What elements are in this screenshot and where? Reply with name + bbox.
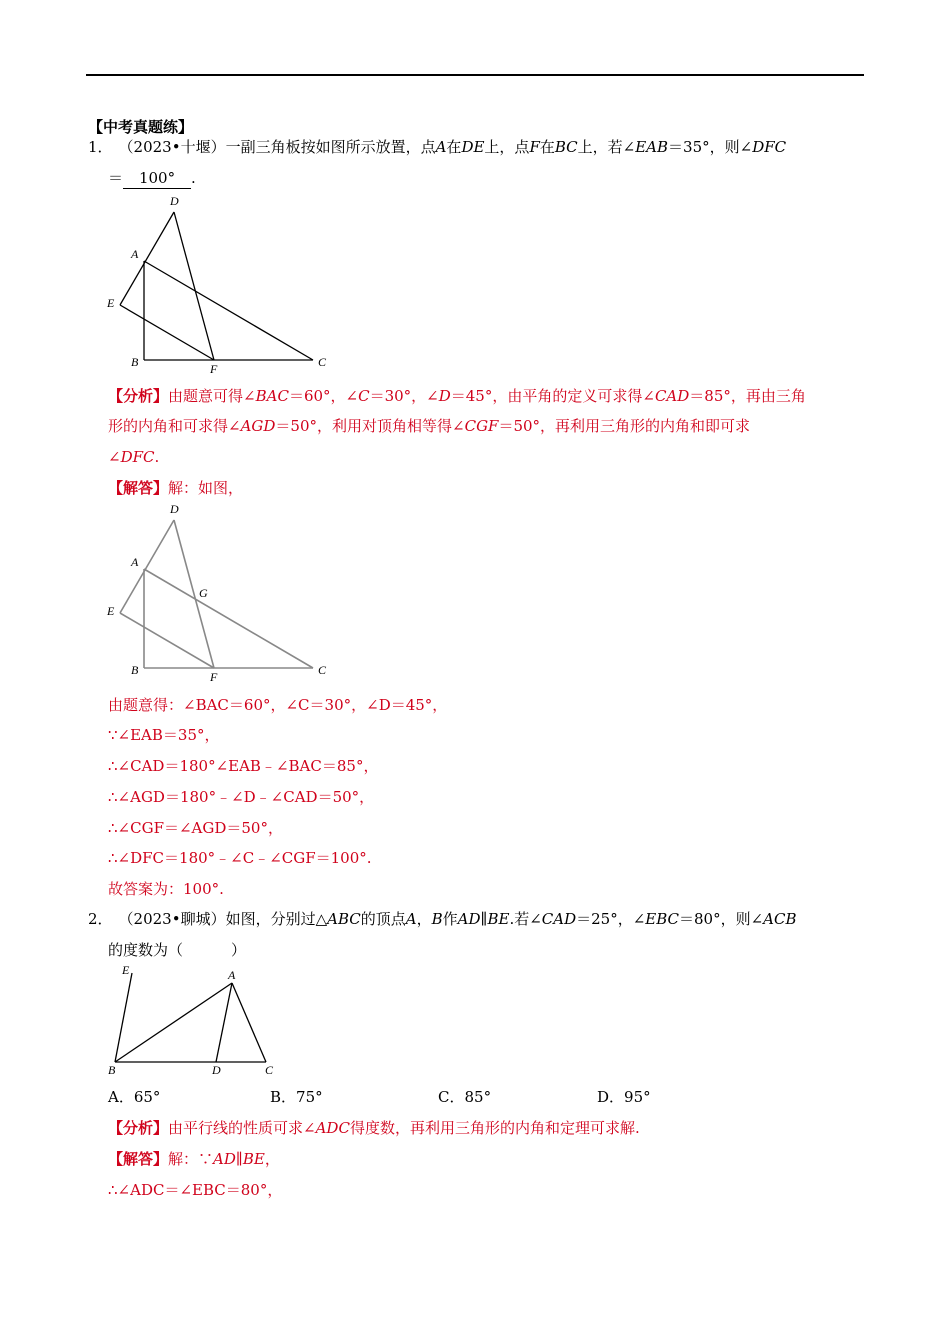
q2-solution-tag: 【解答】 — [108, 1150, 169, 1168]
q1-analysis-line1: 【分析】由题意可得∠BAC＝60°，∠C＝30°，∠D＝45°，由平角的定义可求得∠CAD＝85°，再由三角 — [108, 387, 806, 405]
edge-EF — [120, 305, 214, 360]
header-rule — [86, 74, 864, 76]
q2-option-d[interactable]: D．95° — [597, 1088, 651, 1106]
q1-figure-1 — [100, 190, 340, 380]
label-F: F — [210, 362, 218, 376]
q1-analysis-tag: 【分析】 — [108, 387, 169, 405]
q1-answer-blank: 100° — [123, 168, 191, 189]
label-F: F — [210, 670, 218, 684]
q1-step-4: ∴∠AGD＝180°﹣∠D﹣∠CAD＝50°， — [108, 788, 375, 806]
label-A: A — [131, 555, 139, 569]
label-B: B — [131, 663, 139, 677]
q1-answer-line: ＝ 100° . — [108, 169, 196, 187]
q1-analysis-line3: ∠DFC. — [108, 448, 160, 466]
label-D: D — [170, 194, 179, 208]
q1-step-2: ∵∠EAB＝35°， — [108, 726, 220, 744]
edge-AD — [216, 983, 232, 1062]
label-G: G — [199, 586, 208, 600]
edge-DE — [120, 520, 174, 613]
q2-figure — [100, 960, 290, 1080]
label-E: E — [107, 296, 115, 310]
edge-BA — [115, 983, 232, 1062]
q1-step-6: ∴∠DFC＝180°﹣∠C﹣∠CGF＝100°. — [108, 849, 372, 867]
label-C: C — [318, 355, 327, 369]
q2-number: 2． — [88, 910, 113, 928]
label-C: C — [265, 1063, 274, 1077]
q1-final-answer: 故答案为：100°. — [108, 880, 224, 898]
q1-solution-intro: 【解答】解：如图， — [108, 479, 244, 497]
q2-analysis: 【分析】由平行线的性质可求∠ADC得度数，再利用三角形的内角和定理可求解. — [108, 1119, 640, 1137]
edge-DF — [174, 520, 214, 668]
label-E: E — [107, 604, 115, 618]
q1-solution-tag: 【解答】 — [108, 479, 169, 497]
label-C: C — [318, 663, 327, 677]
q2-stem-line2: 的度数为（ ） — [108, 941, 247, 959]
q2-step-1: ∴∠ADC＝∠EBC＝80°， — [108, 1181, 283, 1199]
q2-option-b[interactable]: B．75° — [270, 1088, 323, 1106]
q2-option-c[interactable]: C．85° — [438, 1088, 492, 1106]
q2-solution: 【解答】解：∵AD∥BE， — [108, 1150, 280, 1168]
q1-step-1: 由题意得：∠BAC＝60°，∠C＝30°，∠D＝45°， — [108, 696, 448, 714]
label-A: A — [228, 968, 236, 982]
q1-number: 1． — [88, 138, 113, 156]
label-E: E — [122, 963, 130, 977]
q1-analysis-line2: 形的内角和可求得∠AGD＝50°，利用对顶角相等得∠CGF＝50°，再利用三角形的内角和即可求 — [108, 417, 751, 435]
edge-BE — [115, 973, 132, 1062]
section-title: 【中考真题练】 — [88, 118, 194, 136]
edge-DE — [120, 212, 174, 305]
label-B: B — [108, 1063, 116, 1077]
edge-EF — [120, 613, 214, 668]
edge-AC — [144, 569, 313, 668]
q1-step-5: ∴∠CGF＝∠AGD＝50°， — [108, 819, 283, 837]
edge-AC — [232, 983, 266, 1062]
q1-step-3: ∴∠CAD＝180°∠EAB﹣∠BAC＝85°， — [108, 757, 379, 775]
q2-analysis-tag: 【分析】 — [108, 1119, 169, 1137]
label-B: B — [131, 355, 139, 369]
edge-AC — [144, 261, 313, 360]
label-A: A — [131, 247, 139, 261]
q1-stem: 1． （2023•十堰）一副三角板按如图所示放置，点A在DE上，点F在BC上，若∠EAB＝35°，则∠DFC — [88, 138, 787, 156]
label-D: D — [170, 502, 179, 516]
edge-DF — [174, 212, 214, 360]
q2-stem: 2． （2023•聊城）如图，分别过△ABC的顶点A，B作AD∥BE.若∠CAD＝25°，∠EBC＝80°，则∠ACB — [88, 910, 797, 928]
q1-figure-2 — [100, 498, 340, 688]
q2-option-a[interactable]: A．65° — [108, 1088, 161, 1106]
label-D: D — [212, 1063, 221, 1077]
